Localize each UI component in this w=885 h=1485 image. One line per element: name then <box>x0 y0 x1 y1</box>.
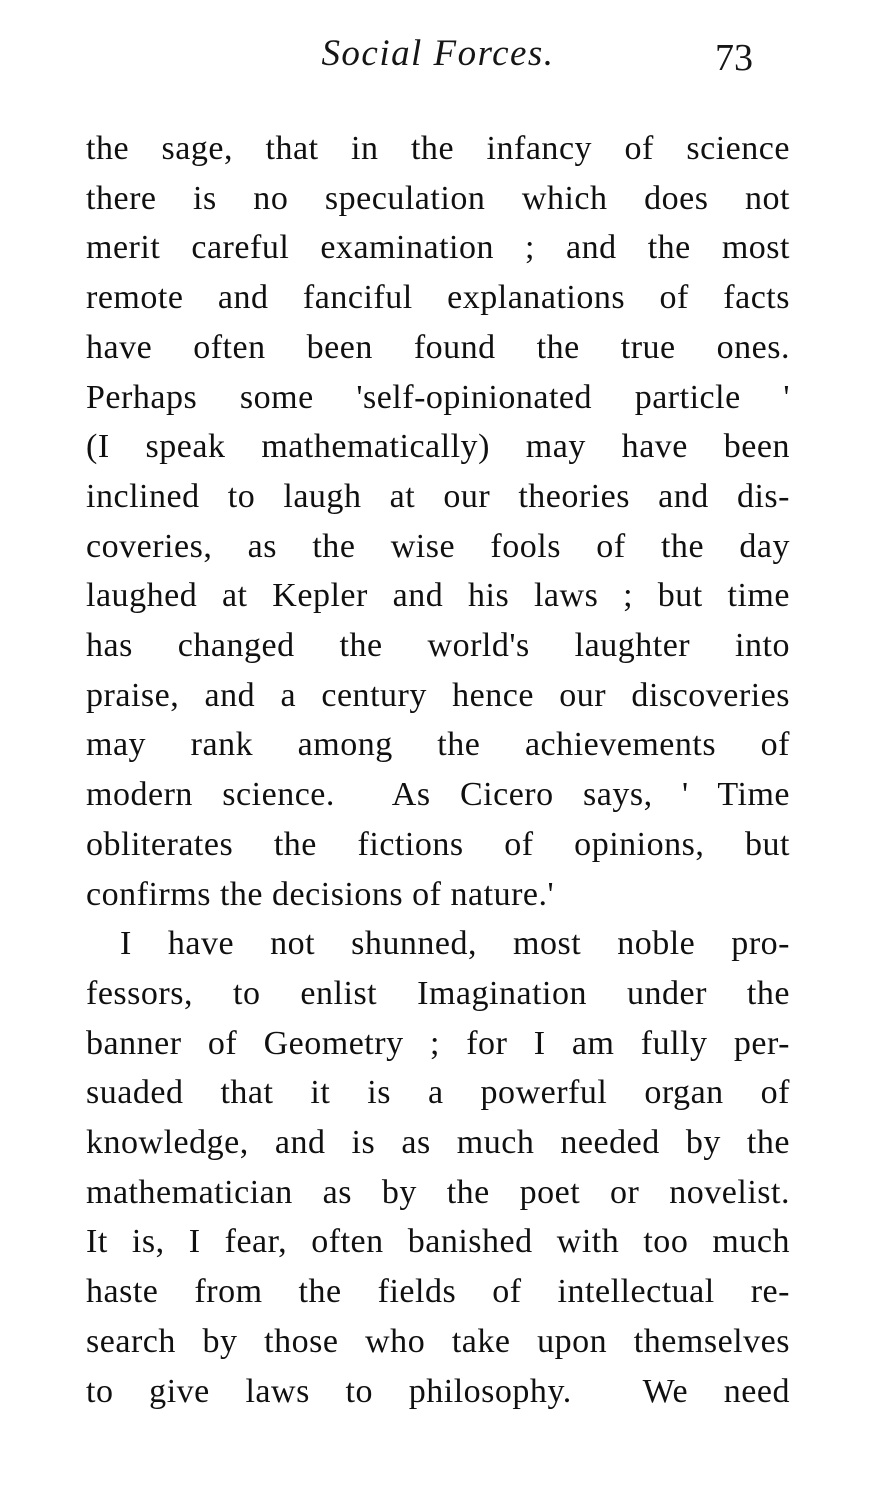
text-line: inclined to laugh at our theories and dis- <box>86 477 790 515</box>
text-line: merit careful examination ; and the most <box>86 229 790 267</box>
text-line: search by those who take upon themselves <box>86 1322 790 1360</box>
text-line: obliterates the fictions of opinions, but <box>86 825 790 863</box>
text-line: haste from the fields of intellectual re- <box>86 1273 790 1311</box>
paragraph <box>86 919 790 1416</box>
text-line: confirms the decisions of nature.' <box>86 875 555 913</box>
text-line: there is no speculation which does not <box>86 179 790 217</box>
text-line: to give laws to philosophy. We need <box>86 1372 790 1410</box>
text-line: have often been found the true ones. <box>86 328 790 366</box>
text-line: has changed the world's laughter into <box>86 627 790 665</box>
text-line: laughed at Kepler and his laws ; but time <box>86 577 790 615</box>
text-line: the sage, that in the infancy of science <box>86 130 790 167</box>
text-line: remote and fanciful explanations of facts <box>86 279 790 317</box>
page-number: 73 <box>715 37 753 79</box>
text-line: modern science. As Cicero says, ' Time <box>86 776 790 814</box>
text-line: may rank among the achievements of <box>86 726 790 764</box>
text-line: suaded that it is a powerful organ of <box>86 1074 790 1112</box>
text-line: It is, I fear, often banished with too much <box>86 1223 790 1261</box>
text-line: (I speak mathematically) may have been <box>86 428 790 466</box>
text-line: Perhaps some 'self-opinionated particle ' <box>86 378 790 416</box>
running-header <box>86 32 790 84</box>
text-line: mathematician as by the poet or novelist. <box>86 1173 790 1211</box>
text-line: praise, and a century hence our discoveries <box>86 676 790 714</box>
text-line: fessors, to enlist Imagination under the <box>86 974 790 1012</box>
page-heading: Social Forces. <box>321 33 555 74</box>
paragraph <box>86 124 790 919</box>
text-line: banner of Geometry ; for I am fully per- <box>86 1024 790 1062</box>
text-line: knowledge, and is as much needed by the <box>86 1124 790 1162</box>
page-body <box>86 124 790 1416</box>
text-line: coveries, as the wise fools of the day <box>86 527 790 565</box>
text-line: I have not shunned, most noble pro- <box>120 925 790 963</box>
